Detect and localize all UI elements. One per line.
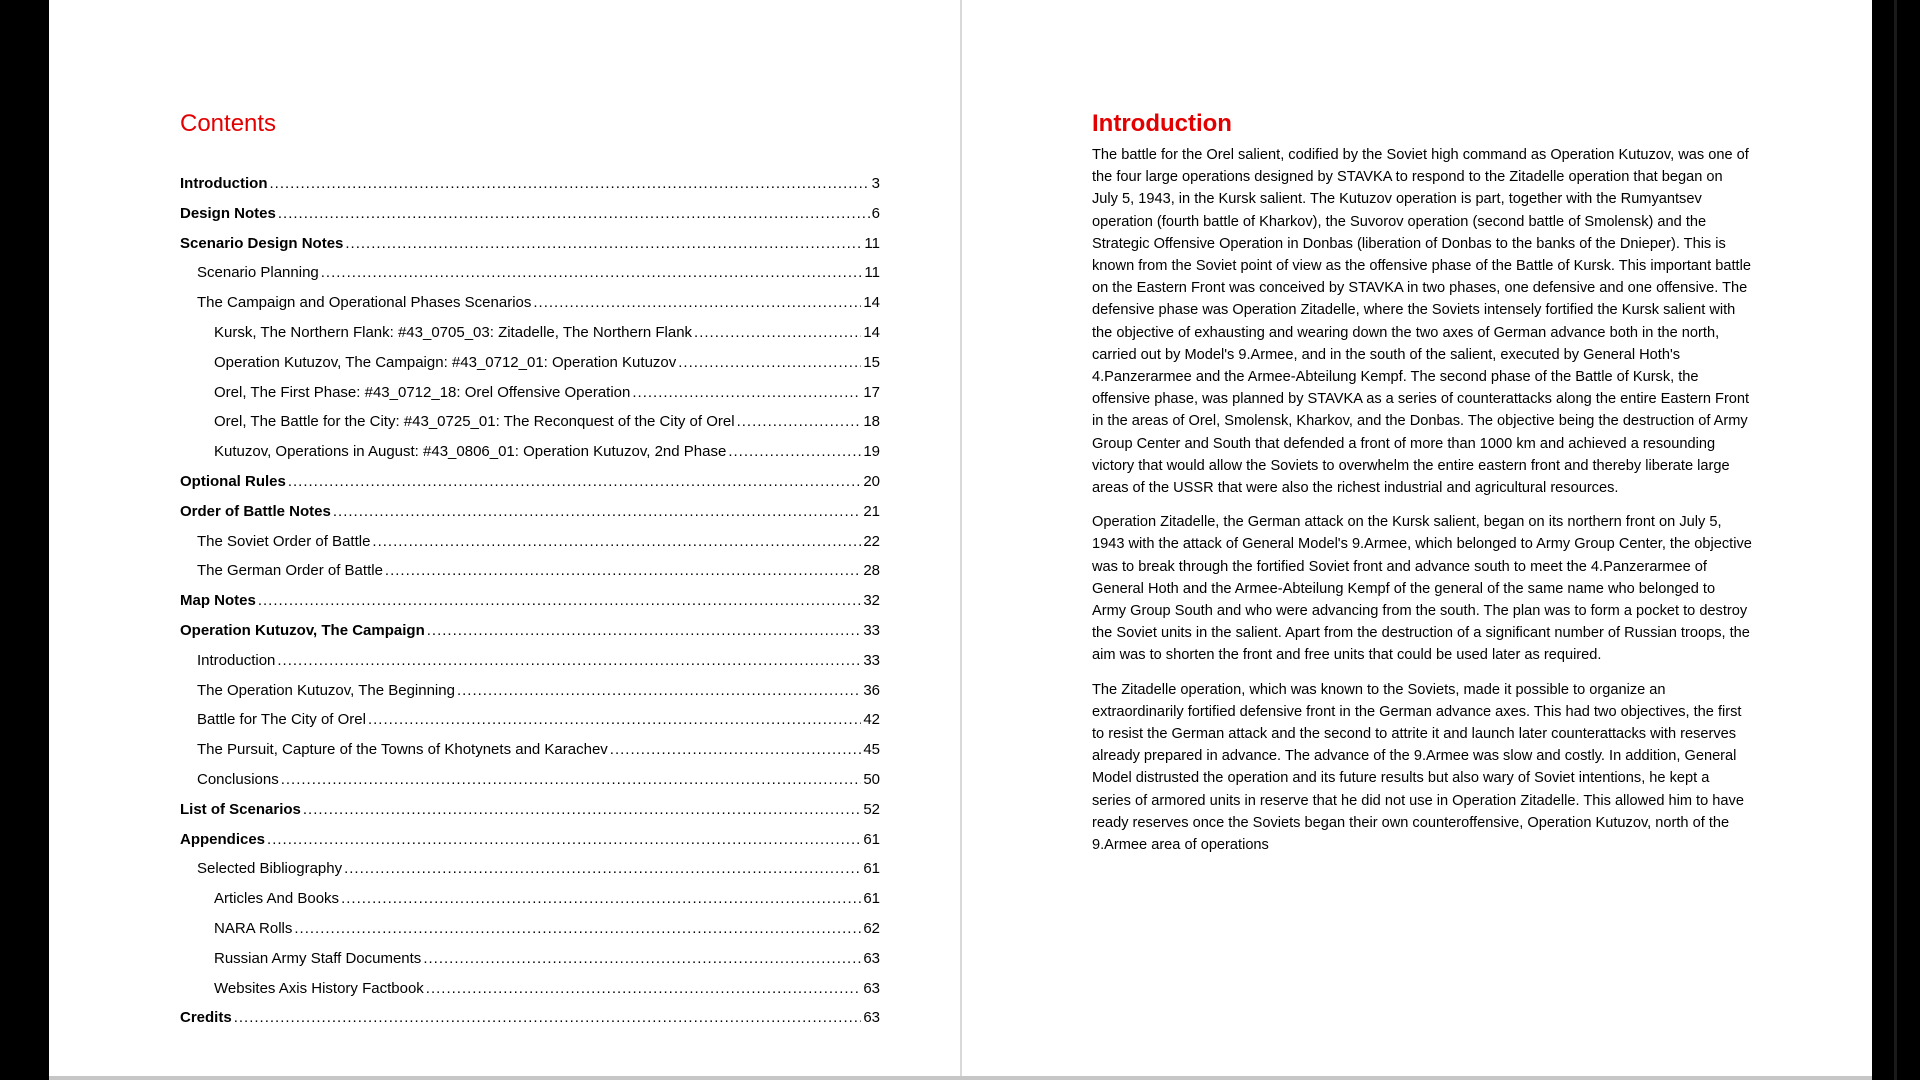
toc-dot-leader [294,920,861,937]
toc-dot-leader [333,503,861,520]
toc-entry-label: The Campaign and Operational Phases Scenarios [197,294,532,312]
toc-page-number: 63 [863,979,880,997]
toc-dot-leader [423,950,861,967]
toc-page-number: 63 [863,949,880,967]
toc-entry[interactable] [180,175,880,205]
toc-entry-label: Appendices [180,830,266,848]
table-of-contents [180,175,880,1039]
toc-dot-leader [737,413,862,430]
toc-entry[interactable] [180,1009,880,1039]
toc-entry-label: Scenario Design Notes [180,234,344,252]
toc-page-number: 33 [863,621,880,639]
toc-entry[interactable] [180,652,880,682]
toc-entry-label: List of Scenarios [180,800,301,818]
intro-paragraph: The battle for the Orel salient, codified by the Soviet high command as Operation Kutuzov, was one of the four large operations designed by STAVKA to respond to the Zitadelle operation that began on July 5, 1943, in the Kursk salient. The Kutuzov operation is part, together with the Rumyantsev operation (fourth battle of Kharkov), the Suvorov operation (second battle of Smolensk) and the Strategic Offensive Operation in Donbas (liberation of Donbas to the banks of the Dnieper). This is known from the Soviet point of view as the offensive phase of the Battle of Kursk. This important battle on the Eastern Front was conceived by STAVKA in two phases, one defensive and one offensive. The defensive phase was Operation Zitadelle, where the Soviets intensely fortified the Kursk salient with the objective of exhausting and wearing down the two axes of German advance both in the north, carried out by Model's 9.Armee, and in the south of the salient, executed by General Hoth's 4.Panzerarmee and the Armee-Abteilung Kempf. The second phase of the Battle of Kursk, the offensive phase, was planned by STAVKA as a series of counterattacks along the entire Eastern Front in the areas of Orel, Smolensk, Kharkov, and the Donbas. The objective being the destruction of Army Group Center and South that defended a front of more than 1000 km and achieved a resounding victory that would allow the Soviets to overwhelm the entire eastern front and thereby liberate large areas of the USSR that were also the richest industrial and agricultural resources. [1092,147,1751,497]
toc-entry-label: The Operation Kutuzov, The Beginning [197,681,455,699]
toc-dot-leader [728,443,861,460]
toc-entry-label: Design Notes [180,204,276,222]
toc-entry-label: Conclusions [197,770,279,788]
toc-entry[interactable] [180,741,880,771]
toc-entry-label: The Soviet Order of Battle [197,532,371,550]
toc-entry-label: Kutuzov, Operations in August: #43_0806_01: Operation Kutuzov, 2nd Phase [214,443,727,461]
toc-page-number: 22 [863,532,880,550]
page-contents [49,0,960,1076]
toc-dot-leader [426,980,862,997]
toc-page-number: 61 [863,860,880,878]
toc-page-number: 45 [863,741,880,759]
toc-entry-label: Battle for The City of Orel [197,711,366,729]
toc-page-number: 15 [863,353,880,371]
toc-entry[interactable] [180,562,880,592]
toc-page-number: 14 [863,323,880,341]
toc-entry-label: Credits [180,1009,232,1027]
toc-entry[interactable] [180,503,880,533]
toc-page-number: 11 [864,264,880,282]
toc-entry[interactable] [180,592,880,622]
intro-paragraph: Operation Zitadelle, the German attack on the Kursk salient, began on its northern front on July 5, 1943 with the attack of General Model's 9.Armee, which belonged to Army Group Center, the objective was to break through the fortified Soviet front and advance south to meet the 4.Panzerarmee of General Hoth and the Armee-Abteilung Kempf of the general of the same name who belonged to Army Group South and who were advancing from the south. The plan was to form a pocket to destroy the Soviet units in the salient. Apart from the destruction of a significant number of Russian troops, the aim was to shorten the front and free units that could be used later as required. [1092,514,1752,664]
toc-entry[interactable] [180,622,880,652]
toc-entry-label: Russian Army Staff Documents [214,949,422,967]
toc-dot-leader [678,354,861,371]
page-introduction [962,0,1872,1076]
toc-entry-label: Kursk, The Northern Flank: #43_0705_03: Zitadelle, The Northern Flank [214,323,693,341]
toc-dot-leader [269,175,869,192]
toc-dot-leader [303,801,861,818]
toc-dot-leader [277,652,861,669]
toc-entry-label: Order of Battle Notes [180,502,331,520]
toc-entry[interactable] [180,920,880,950]
toc-dot-leader [278,205,870,222]
toc-entry-label: Introduction [197,651,276,669]
toc-page-number: 36 [863,681,880,699]
toc-page-number: 42 [863,711,880,729]
toc-page-number: 62 [863,919,880,937]
toc-entry[interactable] [180,711,880,741]
toc-page-number: 50 [863,770,880,788]
toc-dot-leader [368,711,861,728]
intro-body [1092,144,1752,868]
toc-entry-label: Map Notes [180,592,256,610]
toc-entry[interactable] [180,205,880,235]
toc-dot-leader [610,741,862,758]
toc-entry-label: Selected Bibliography [197,860,343,878]
toc-page-number: 52 [863,800,880,818]
toc-page-number: 14 [863,294,880,312]
toc-dot-leader [533,294,861,311]
toc-entry[interactable] [180,384,880,414]
toc-page-number: 61 [863,890,880,908]
toc-dot-leader [341,890,861,907]
toc-entry[interactable] [180,294,880,324]
toc-dot-leader [385,562,861,579]
toc-entry-label: Orel, The First Phase: #43_0712_18: Orel Offensive Operation [214,383,631,401]
toc-dot-leader [281,771,862,788]
toc-entry-label: Scenario Planning [197,264,319,282]
toc-dot-leader [345,235,862,252]
page-bottom-edge [49,1076,1872,1080]
toc-dot-leader [234,1009,862,1026]
toc-dot-leader [457,682,861,699]
toc-entry[interactable] [180,324,880,354]
toc-entry-label: Introduction [180,175,268,192]
toc-dot-leader [321,264,863,281]
toc-entry-label: NARA Rolls [214,919,293,937]
toc-dot-leader [267,831,861,848]
right-gutter [1872,0,1920,1080]
toc-dot-leader [632,384,861,401]
toc-entry[interactable] [180,831,880,861]
toc-dot-leader [258,592,861,609]
toc-page-number: 63 [863,1009,880,1027]
toc-dot-leader [344,860,861,877]
toc-entry[interactable] [180,264,880,294]
intro-paragraph: The Zitadelle operation, which was known to the Soviets, made it possible to organize an extraordinarily fortified defensive front in the German advance axes. This had two objectives, the first to resist the German attack and the second to attrite it and launch later counterattacks with reserves already prepared in advance. The advance of the 9.Armee was slow and costly. In addition, General Model distrusted the operation and its future results but also wary of Soviet intentions, he kept a series of armored units in reserve that he did not use in Operation Zitadelle. This allowed him to have ready reserves once the Soviets began their own counteroffensive, Operation Kutuzov, north of the 9.Armee area of operations [1092,681,1744,854]
toc-page-number: 17 [863,383,880,401]
toc-entry-label: Orel, The Battle for the City: #43_0725_01: The Reconquest of the City of Orel [214,413,735,431]
toc-entry[interactable] [180,682,880,712]
toc-page-number: 20 [863,472,880,490]
toc-dot-leader [372,533,861,550]
toc-page-number: 18 [863,413,880,431]
toc-entry[interactable] [180,473,880,503]
toc-entry[interactable] [180,235,880,265]
toc-entry[interactable] [180,801,880,831]
toc-entry-label: Operation Kutuzov, The Campaign: #43_0712_01: Operation Kutuzov [214,353,677,371]
toc-page-number: 11 [864,234,880,252]
toc-page-number: 21 [863,502,880,520]
scroll-edge [1894,0,1897,1080]
toc-page-number: 33 [863,651,880,669]
toc-entry-label: Articles And Books [214,890,340,908]
toc-entry-label: The Pursuit, Capture of the Towns of Khotynets and Karachev [197,741,608,759]
toc-page-number: 19 [863,443,880,461]
toc-entry-label: Optional Rules [180,472,286,490]
toc-entry[interactable] [180,950,880,980]
toc-page-number: 61 [863,830,880,848]
toc-entry-label: The German Order of Battle [197,562,383,580]
toc-entry[interactable] [180,860,880,890]
toc-dot-leader [694,324,861,341]
toc-title: Contents [180,110,277,137]
toc-entry[interactable] [180,771,880,801]
toc-entry[interactable] [180,443,880,473]
toc-entry-label: Websites Axis History Factbook [214,979,424,997]
toc-entry[interactable] [180,980,880,1010]
toc-page-number: 3 [871,175,880,192]
toc-dot-leader [427,622,862,639]
toc-page-number: 28 [863,562,880,580]
toc-page-number: 6 [871,204,880,222]
toc-dot-leader [288,473,861,490]
intro-heading: Introduction [1092,110,1232,137]
toc-page-number: 32 [863,592,880,610]
toc-entry[interactable] [180,890,880,920]
toc-entry[interactable] [180,354,880,384]
toc-entry-label: Operation Kutuzov, The Campaign [180,621,425,639]
toc-entry[interactable] [180,533,880,563]
toc-entry[interactable] [180,413,880,443]
